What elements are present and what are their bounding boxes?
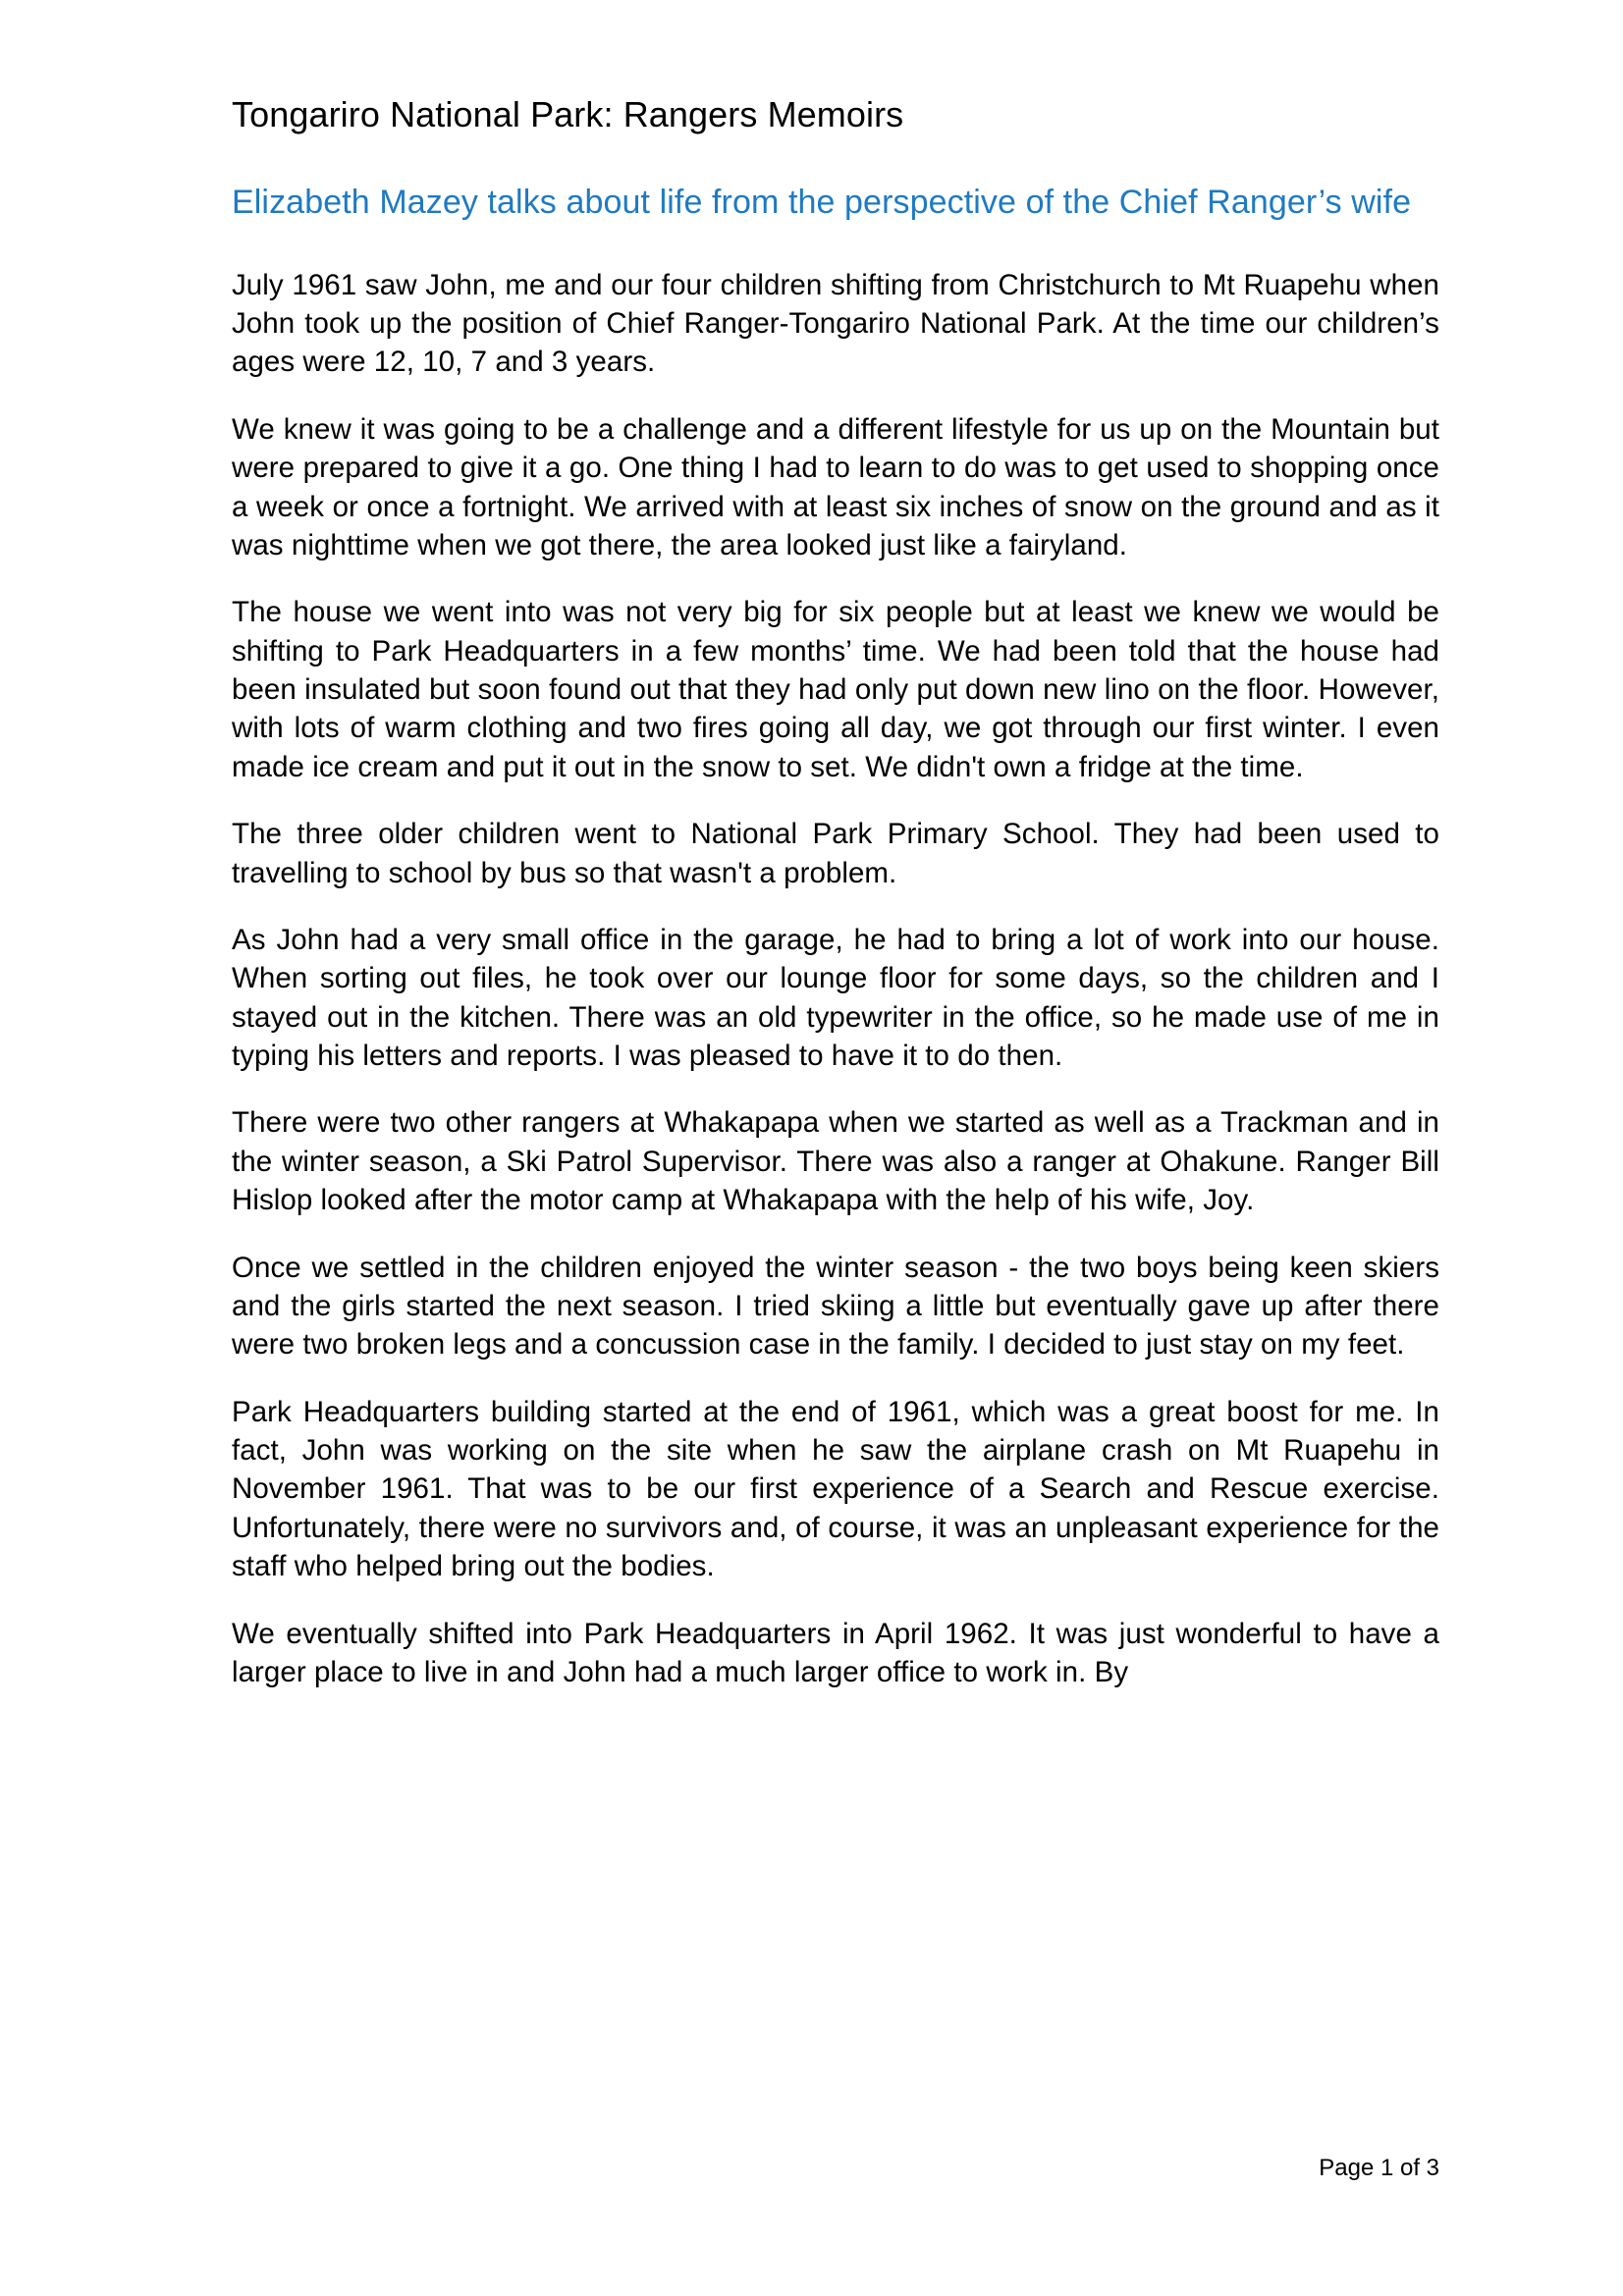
body-paragraph: July 1961 saw John, me and our four children shifting from Christchurch to Mt Ruapehu when John took up the position of Chief Ranger-Tongariro National Park. At the time our children’s ages were 12, 10, 7 and 3 years. [232,268,1439,379]
body-paragraph: We knew it was going to be a challenge and a different lifestyle for us up on the Mountain but were prepared to give it a go. One thing I had to learn to do was to get used to shopping once a week or once a fortnight. We arrived with at least six inches of snow on the ground and as it was nighttime when we got there, the area looked just like a fairyland. [232,412,1439,561]
body-text [232,266,1439,1692]
body-paragraph: Once we settled in the children enjoyed the winter season - the two boys being keen skiers and the girls started the next season. I tried skiing a little but eventually gave up after there were two broken legs and a concussion case in the family. I decided to just stay on my feet. [232,1251,1439,1362]
body-paragraph: As John had a very small office in the garage, he had to bring a lot of work into our house. When sorting out files, he took over our lounge floor for some days, so the children and I stayed out in the kitchen. There was an old typewriter in the office, so he made use of me in typing his letters and reports. I was pleased to have it to do then. [232,923,1439,1073]
page-footer: Page 1 of 3 [1319,2155,1439,2181]
body-paragraph: Park Headquarters building started at the end of 1961, which was a great boost for me. In fact, John was working on the site when he saw the airplane crash on Mt Ruapehu in November 1961. That was to be our first experience of a Search and Rescue exercise. Unfortunately, there were no survivors and, of course, it was an unpleasant experience for the staff who helped bring out the bodies. [232,1395,1439,1583]
body-paragraph: The three older children went to National Park Primary School. They had been used to travelling to school by bus so that wasn't a problem. [232,818,1439,889]
body-paragraph: We eventually shifted into Park Headquarters in April 1962. It was just wonderful to have a larger place to live in and John had a much larger office to work in. By [232,1617,1439,1688]
section-heading: Elizabeth Mazey talks about life from the perspective of the Chief Ranger’s wife [232,184,1412,222]
document-content [232,93,1439,1691]
body-paragraph: The house we went into was not very big for six people but at least we knew we would be shifting to Park Headquarters in a few months’ time. We had been told that the house had been insulated but soon found out that they had only put down new lino on the floor. However, with lots of warm clothing and two fires going all day, we got through our first winter. I even made ice cream and put it out in the snow to set. We didn't own a fridge at the time. [232,596,1439,783]
page-title: Tongariro National Park: Rangers Memoirs [232,94,904,134]
body-paragraph: There were two other rangers at Whakapapa when we started as well as a Trackman and in the winter season, a Ski Patrol Supervisor. There was also a ranger at Ohakune. Ranger Bill Hislop looked after the motor camp at Whakapapa with the help of his wife, Joy. [232,1106,1439,1217]
